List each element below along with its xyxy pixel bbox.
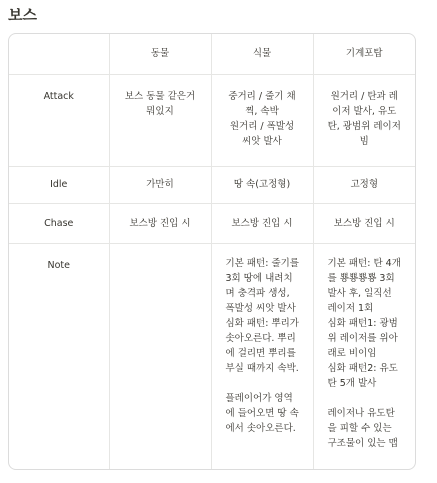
- cell-attack-animal[interactable]: 보스 동물 같은거 뭐있지: [109, 74, 211, 166]
- cell-note-animal[interactable]: [109, 243, 211, 469]
- table-row-attack: [9, 74, 415, 166]
- row-label-chase[interactable]: Chase: [9, 203, 109, 243]
- header-cell-animal[interactable]: 동물: [109, 34, 211, 74]
- table-header-row: [9, 34, 415, 74]
- cell-idle-turret[interactable]: 고정형: [313, 166, 415, 203]
- header-cell-turret[interactable]: 기계포탑: [313, 34, 415, 74]
- cell-chase-plant[interactable]: 보스방 진입 시: [211, 203, 313, 243]
- cell-chase-animal[interactable]: 보스방 진입 시: [109, 203, 211, 243]
- boss-table-grid: [9, 34, 415, 469]
- row-label-idle[interactable]: Idle: [9, 166, 109, 203]
- row-label-attack[interactable]: Attack: [9, 74, 109, 166]
- header-cell-empty[interactable]: [9, 34, 109, 74]
- cell-note-plant[interactable]: 기본 패턴: 줄기를 3회 땅에 내려치 며 충격파 생성, 폭발성 씨앗 발사 심화 패턴: 뿌리가 솟아오른다. 뿌리 에 걸리면 뿌리를 부실 때까지 속박. 플레이어가 영역 에 들어오면 땅 속 에서 솟아오른다.: [211, 243, 313, 469]
- table-row-chase: [9, 203, 415, 243]
- cell-chase-turret[interactable]: 보스방 진입 시: [313, 203, 415, 243]
- boss-table: [8, 33, 416, 470]
- table-row-note: [9, 243, 415, 469]
- cell-idle-animal[interactable]: 가만히: [109, 166, 211, 203]
- page-title: 보스: [8, 6, 37, 24]
- row-label-note[interactable]: Note: [9, 243, 109, 469]
- cell-attack-plant[interactable]: 중거리 / 줄기 채 찍, 속박 원거리 / 폭발성 씨앗 발사: [211, 74, 313, 166]
- cell-attack-turret[interactable]: 원거리 / 탄과 레 이저 발사, 유도 탄, 광범위 레이저 빔: [313, 74, 415, 166]
- table-row-idle: [9, 166, 415, 203]
- header-cell-plant[interactable]: 식물: [211, 34, 313, 74]
- cell-note-turret[interactable]: 기본 패턴: 탄 4개 를 뿅뿅뿅뿅 3회 발사 후, 일직선 레이저 1회 심화 패턴1: 광범 위 레이저를 위아 래로 비이임 심화 패턴2: 유도 탄 5개 발사 레이저나 유도탄 을 피할 수 있는 구조물이 있는 맵: [313, 243, 415, 469]
- cell-idle-plant[interactable]: 땅 속(고정형): [211, 166, 313, 203]
